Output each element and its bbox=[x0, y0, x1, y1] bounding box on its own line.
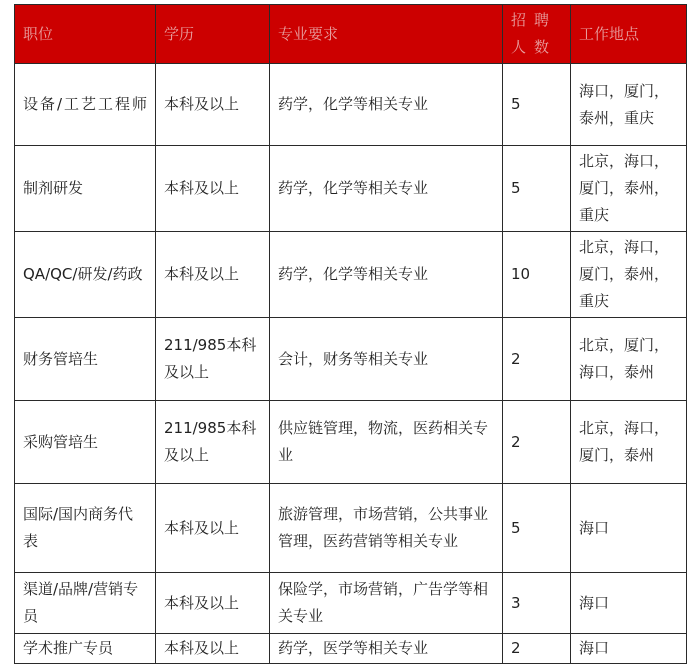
cell-position: QA/QC/研发/药政 bbox=[15, 232, 156, 318]
table-row bbox=[15, 484, 687, 573]
header-location: 工作地点 bbox=[571, 5, 687, 64]
cell-major: 旅游管理，市场营销，公共事业管理，医药营销等相关专业 bbox=[270, 484, 503, 573]
cell-major: 药学，化学等相关专业 bbox=[270, 232, 503, 318]
cell-major: 药学，化学等相关专业 bbox=[270, 64, 503, 146]
cell-position: 国际/国内商务代表 bbox=[15, 484, 156, 573]
table-row bbox=[15, 232, 687, 318]
cell-major: 药学，医学等相关专业 bbox=[270, 634, 503, 664]
cell-major: 保险学，市场营销，广告学等相关专业 bbox=[270, 573, 503, 634]
cell-count: 5 bbox=[503, 484, 571, 573]
cell-count: 10 bbox=[503, 232, 571, 318]
table-row bbox=[15, 401, 687, 484]
cell-education: 本科及以上 bbox=[156, 232, 270, 318]
cell-education: 本科及以上 bbox=[156, 146, 270, 232]
cell-major: 供应链管理，物流，医药相关专业 bbox=[270, 401, 503, 484]
cell-position: 制剂研发 bbox=[15, 146, 156, 232]
cell-position: 财务管培生 bbox=[15, 318, 156, 401]
cell-location: 海口 bbox=[571, 634, 687, 664]
cell-location: 海口 bbox=[571, 573, 687, 634]
cell-position: 采购管培生 bbox=[15, 401, 156, 484]
cell-location: 海口，厦门，泰州，重庆 bbox=[571, 64, 687, 146]
header-education: 学历 bbox=[156, 5, 270, 64]
table-row bbox=[15, 573, 687, 634]
cell-location: 海口 bbox=[571, 484, 687, 573]
cell-count: 2 bbox=[503, 634, 571, 664]
table-row bbox=[15, 318, 687, 401]
cell-location: 北京，海口，厦门，泰州，重庆 bbox=[571, 146, 687, 232]
cell-location: 北京，海口，厦门，泰州，重庆 bbox=[571, 232, 687, 318]
table-header-row bbox=[15, 5, 687, 64]
cell-education: 本科及以上 bbox=[156, 634, 270, 664]
cell-count: 2 bbox=[503, 401, 571, 484]
header-position: 职位 bbox=[15, 5, 156, 64]
cell-count: 3 bbox=[503, 573, 571, 634]
table-row bbox=[15, 634, 687, 664]
header-count: 招聘人数 bbox=[503, 5, 571, 64]
cell-position: 渠道/品牌/营销专员 bbox=[15, 573, 156, 634]
cell-education: 本科及以上 bbox=[156, 64, 270, 146]
cell-location: 北京，厦门，海口，泰州 bbox=[571, 318, 687, 401]
cell-major: 会计，财务等相关专业 bbox=[270, 318, 503, 401]
cell-position: 设备/工艺工程师 bbox=[15, 64, 156, 146]
cell-count: 2 bbox=[503, 318, 571, 401]
recruitment-table bbox=[14, 4, 687, 664]
table-row bbox=[15, 64, 687, 146]
cell-education: 本科及以上 bbox=[156, 573, 270, 634]
cell-count: 5 bbox=[503, 64, 571, 146]
cell-education: 211/985本科及以上 bbox=[156, 401, 270, 484]
cell-education: 本科及以上 bbox=[156, 484, 270, 573]
header-major: 专业要求 bbox=[270, 5, 503, 64]
cell-position: 学术推广专员 bbox=[15, 634, 156, 664]
cell-count: 5 bbox=[503, 146, 571, 232]
cell-location: 北京，海口，厦门，泰州 bbox=[571, 401, 687, 484]
cell-major: 药学，化学等相关专业 bbox=[270, 146, 503, 232]
cell-education: 211/985本科及以上 bbox=[156, 318, 270, 401]
table-row bbox=[15, 146, 687, 232]
